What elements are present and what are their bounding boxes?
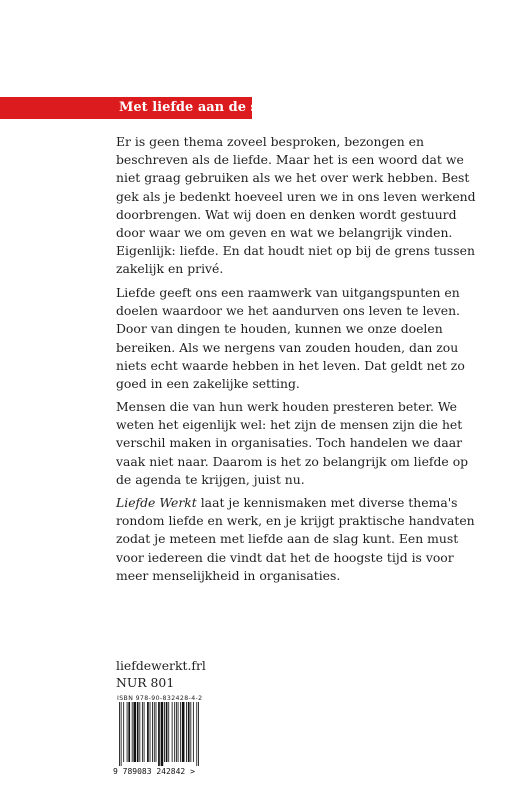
paragraph-1 [116,133,476,279]
banner-title: Met liefde aan de slag [119,100,281,115]
barcode-bar [132,702,133,762]
barcode-bar [121,702,122,766]
barcode-bar [186,702,187,762]
paragraph-4 [116,494,475,585]
barcode-bar [182,702,185,762]
barcode-bar [142,702,143,762]
barcode-bar [161,702,164,766]
text-line: gek als je bedenkt hoeveel uren we in ons leven werkend [116,188,476,204]
text-line: voor iedereen die vindt dat het de hoogste tijd is voor [116,549,454,565]
text-line: meer menselijkheid in organisaties. [116,567,341,583]
barcode-bar [152,702,153,762]
book-title: Liefde Werkt [116,495,197,510]
paragraph-2 [116,284,465,393]
barcode-bar [164,702,165,762]
barcode-bar [193,702,194,762]
text-line: niets echt waarde hebben in het leven. Dat geldt net zo [116,357,465,373]
text-line: de agenda te krijgen, juist nu. [116,471,305,487]
nur-code: NUR 801 [116,675,175,690]
text-line: verschil maken in organisaties. Toch handelen we daar [116,435,463,451]
barcode-bar [144,702,145,762]
text-line: Mensen die van hun werk houden presteren beter. We [116,399,457,414]
text-line: zakelijk en privé. [116,261,224,277]
text-line: zodat je meteen met liefde aan de slag kunt. Een must [116,531,459,547]
barcode-bar [196,702,197,766]
barcode-bar [174,702,175,762]
barcode-bar [127,702,128,762]
text-line: weten het eigenlijk wel: het zijn de mensen zijn die het [116,417,463,433]
barcode-bar [119,702,120,766]
barcode-bar [139,702,140,762]
barcode-bar [176,702,177,762]
barcode-digits: 9 789083 242842 > [113,767,195,776]
text-line: beschreven als de liefde. Maar het is een woord dat we [116,152,464,168]
barcode-bar [168,702,169,762]
paragraph-3 [116,398,469,489]
barcode-bar [180,702,181,762]
barcode-bar [123,702,124,762]
text-line: Er is geen thema zoveel besproken, bezongen en [116,134,424,149]
text-line: doorbrengen. Wat wij doen en denken wordt gestuurd [116,206,457,222]
barcode-bar [172,702,173,762]
website-url: liefdewerkt.frl [116,658,206,673]
text-line: Door van dingen te houden, kunnen we onze doelen [116,321,443,337]
text-fragment: laat je kennismaken met diverse thema's [196,495,458,510]
barcode-bar [147,702,149,762]
text-line [116,494,458,512]
barcode-bar [178,702,179,762]
text-line: Liefde geeft ons een raamwerk van uitgangspunten en [116,285,460,300]
isbn-barcode [112,702,202,776]
text-line: Eigenlijk: liefde. En dat houdt niet op bij de grens tussen [116,243,475,259]
barcode-bar [133,702,136,762]
text-line: vaak niet naar. Daarom is het zo belangrijk om liefde op [116,453,469,469]
barcode-bar [158,702,160,766]
title-banner [0,97,281,119]
barcode-bar [137,702,139,762]
text-line: door waar we om geven en wat we belangrijk vinden. [116,225,453,241]
barcode-bar [198,702,199,766]
text-line: doelen waardoor we het aandurven ons leven te leven. [116,303,460,319]
barcode-bar [190,702,191,762]
text-line: niet graag gebruiken als we het over werk hebben. Best [116,170,470,186]
barcode-bar [156,702,157,762]
text-line: rondom liefde en werk, en je krijgt praktische handvaten [116,513,475,529]
barcode-bar [188,702,190,762]
barcode-graphic [112,702,202,776]
barcode-bar [128,702,130,762]
text-line: goed in een zakelijke setting. [116,376,300,392]
barcode-bar [154,702,155,762]
barcode-bar [166,702,168,762]
text-line: bereiken. Als we nergens van zouden houden, dan zou [116,339,459,355]
barcode-bar [150,702,151,762]
isbn-text: ISBN 978-90-832428-4-2 [117,695,203,702]
